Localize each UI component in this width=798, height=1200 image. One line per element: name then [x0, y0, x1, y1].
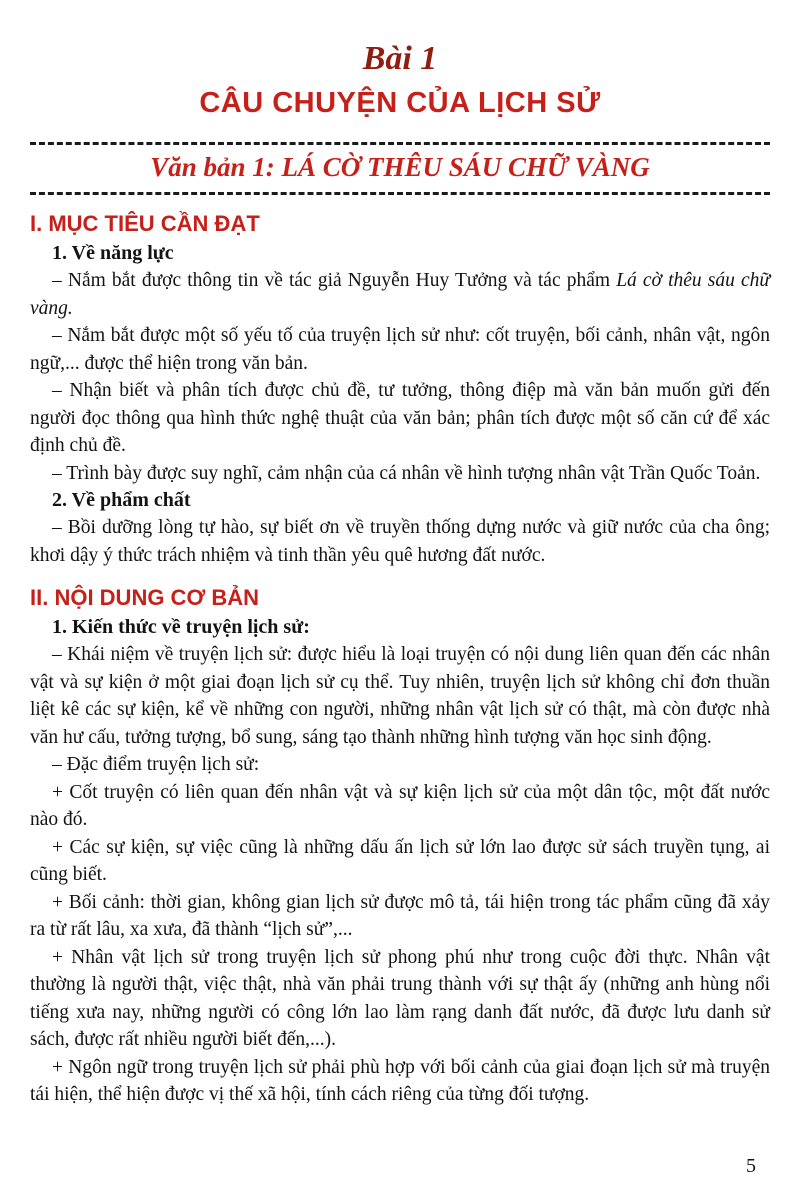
section-content-heading: II. NỘI DUNG CƠ BẢN: [30, 585, 259, 611]
paragraph-knowledge-features: – Đặc điểm truyện lịch sử:: [52, 754, 260, 776]
subheading-competence: 1. Về năng lực: [52, 242, 174, 265]
section-objectives-heading: I. MỤC TIÊU CẦN ĐẠT: [30, 211, 260, 237]
list-item-language: + Ngôn ngữ trong truyện lịch sử phải phù hợp với bối cảnh của giai đoạn lịch sử mà truyện tái hiện, thể hiện được vị thế xã hội, tính cách riêng của từng đối tượng.: [30, 1056, 770, 1106]
lesson-label: Bài 1: [362, 40, 438, 77]
work-title-italic: Lá cờ thêu sáu chữ vàng.: [30, 270, 771, 319]
paragraph-competence-4: – Trình bày được suy nghĩ, cảm nhận của cá nhân về hình tượng nhân vật Trần Quốc Toản.: [52, 462, 761, 484]
paragraph-knowledge-concept: – Khái niệm về truyện lịch sử: được hiểu là loại truyện có nội dung liên quan đến các nhân vật và sự kiện ở một giai đoạn lịch sử cụ thể. Tuy nhiên, truyện lịch sử không chỉ đơn thuần liệt kê các sự kiện, kể về những con người, những nhân vật lịch sử có thật, mà còn được nhà văn hư cấu, tưởng tượng, bổ sung, sáng tạo thành những hình tượng văn học sinh động.: [30, 644, 770, 748]
list-item-plot: + Cốt truyện có liên quan đến nhân vật và sự kiện lịch sử của một dân tộc, một đất nước nào đó.: [30, 781, 770, 831]
list-item-events: + Các sự kiện, sự việc cũng là những dấu ấn lịch sử lớn lao được sử sách truyền tụng, ai cũng biết.: [30, 836, 770, 886]
subheading-knowledge: 1. Kiến thức về truyện lịch sử:: [52, 616, 310, 639]
banner-title: Văn bản 1: LÁ CỜ THÊU SÁU CHỮ VÀNG: [150, 152, 650, 183]
chapter-title: CÂU CHUYỆN CỦA LỊCH SỬ: [199, 87, 601, 120]
paragraph-competence-2: – Nắm bắt được một số yếu tố của truyện lịch sử như: cốt truyện, bối cảnh, nhân vật, ngôn ngữ,... được thể hiện trong văn bản.: [30, 325, 770, 374]
paragraph-competence-1: [30, 267, 770, 322]
paragraph-competence-1-text: – Nắm bắt được thông tin về tác giả Nguyễn Huy Tưởng và tác phẩm: [52, 270, 617, 292]
list-item-setting: + Bối cảnh: thời gian, không gian lịch sử được mô tả, tái hiện trong tác phẩm cũng đã xảy ra từ rất lâu, xa xưa, đã thành “lịch sử”,...: [30, 891, 770, 941]
page-number: 5: [746, 1155, 756, 1177]
paragraph-competence-3: – Nhận biết và phân tích được chủ đề, tư tưởng, thông điệp mà văn bản muốn gửi đến người đọc thông qua hình thức nghệ thuật của văn bản; phân tích được một số căn cứ để xác định chủ đề.: [30, 380, 770, 457]
list-item-characters: + Nhân vật lịch sử trong truyện lịch sử phong phú như trong cuộc đời thực. Nhân vật thường là người thật, việc thật, nhà văn phải trung thành với sự thật ấy (những anh hùng nổi tiếng xưa nay, những người có công lớn lao làm rạng danh đất nước, đã được lưu danh sử sách, được rất nhiều người biết đến,...).: [30, 946, 770, 1051]
dashed-divider-bottom: [30, 192, 770, 195]
subheading-quality: 2. Về phẩm chất: [52, 489, 191, 512]
paragraph-quality-1: – Bồi dưỡng lòng tự hào, sự biết ơn về truyền thống dựng nước và giữ nước của cha ông; khơi dậy ý thức trách nhiệm và tinh thần yêu quê hương đất nước.: [30, 517, 770, 566]
